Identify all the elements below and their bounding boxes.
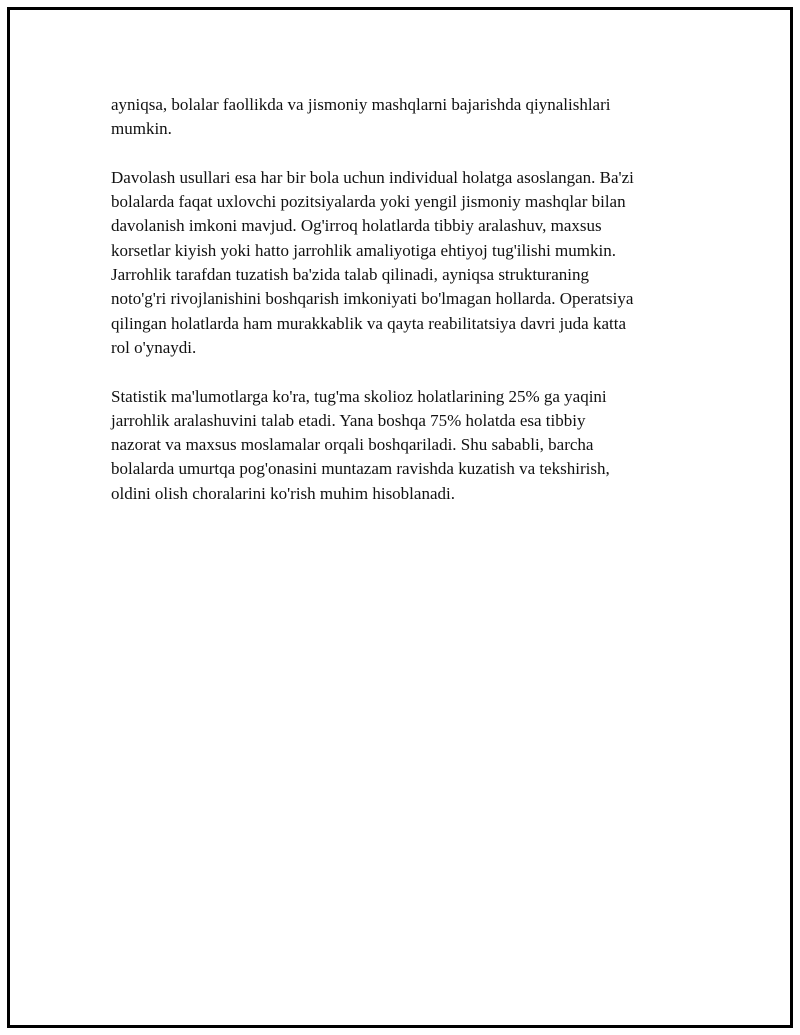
text-line: davolanish imkoni mavjud. Og'irroq holatlarda tibbiy aralashuv, maxsus [111, 216, 602, 236]
paragraph-1 [111, 93, 691, 142]
text-line: noto'g'ri rivojlanishini boshqarish imkoniyati bo'lmagan hollarda. Operatsiya [111, 289, 634, 309]
text-line: nazorat va maxsus moslamalar orqali boshqariladi. Shu sababli, barcha [111, 435, 594, 455]
text-line: Statistik ma'lumotlarga ko'ra, tug'ma skolioz holatlarining 25% ga yaqini [111, 386, 607, 406]
text-line: Davolash usullari esa har bir bola uchun individual holatga asoslangan. Ba'zi [111, 167, 634, 187]
text-line: bolalarda faqat uxlovchi pozitsiyalarda yoki yengil jismoniy mashqlar bilan [111, 192, 626, 212]
text-line: rol o'ynaydi. [111, 337, 197, 357]
text-line: oldini olish choralarini ko'rish muhim hisoblanadi. [111, 483, 455, 503]
paragraph-3 [111, 385, 691, 506]
text-line: Jarrohlik tarafdan tuzatish ba'zida talab qilinadi, ayniqsa strukturaning [111, 265, 589, 285]
paragraph-2 [111, 166, 691, 360]
text-line: bolalarda umurtqa pog'onasini muntazam ravishda kuzatish va tekshirish, [111, 459, 610, 479]
text-line: qilingan holatlarda ham murakkablik va qayta reabilitatsiya davri juda katta [111, 313, 627, 333]
text-line: korsetlar kiyish yoki hatto jarrohlik amaliyotiga ehtiyoj tug'ilishi mumkin. [111, 240, 616, 260]
text-line: jarrohlik aralashuvini talab etadi. Yana boshqa 75% holatda esa tibbiy [111, 410, 586, 430]
text-line: mumkin. [111, 119, 172, 139]
document-body [111, 93, 691, 530]
text-line: ayniqsa, bolalar faollikda va jismoniy mashqlarni bajarishda qiynalishlari [111, 95, 611, 114]
